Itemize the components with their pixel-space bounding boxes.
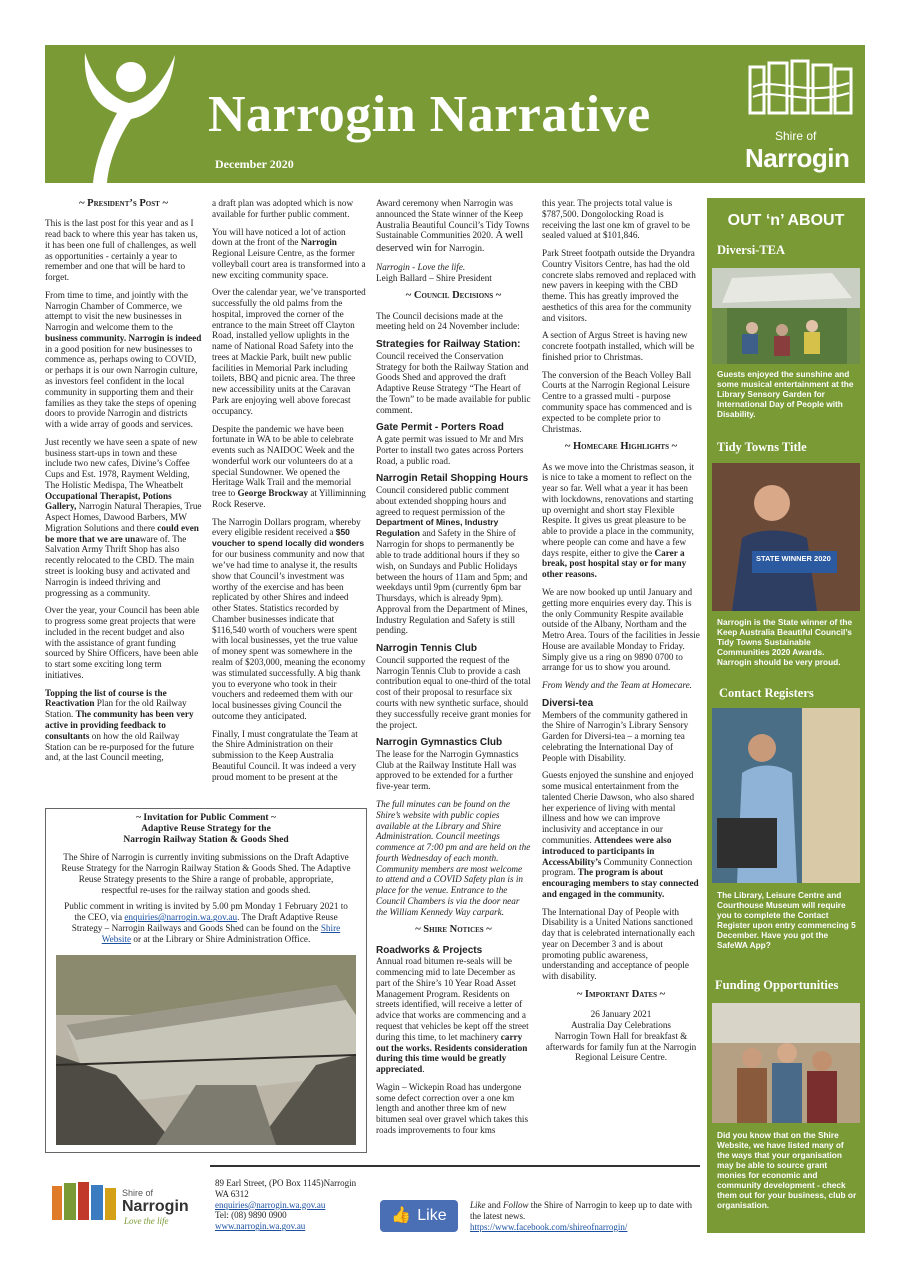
column-presidents-post-cont	[212, 198, 367, 789]
paragraph: Topping the list of course is the Reactivation Plan for the old Railway Station. The community has been very active in providing feedback to consultants on how the old Railway Station can be re-purposed for the future and, at the last Council meeting,	[45, 687, 194, 763]
subheading: Strategies for Railway Station:	[376, 339, 521, 351]
footer-divider	[210, 1165, 700, 1167]
signature: Narrogin - Love the life. Leigh Ballard – Shire President	[376, 261, 492, 283]
column-presidents-post	[45, 198, 202, 770]
subheading: Gate Permit - Porters Road	[376, 422, 504, 434]
funding-opportunities-photo	[712, 1003, 860, 1123]
shire-logo-line1: Shire of	[775, 129, 817, 143]
invitation-box	[45, 808, 367, 1153]
facebook-like-button[interactable]: 👍 Like	[380, 1200, 458, 1232]
column-homecare	[542, 198, 700, 1063]
shire-logo-line2: Narrogin	[745, 143, 850, 173]
paragraph: Wagin – Wickepin Road has undergone some defect correction over a one km length and another three km of new bitumen seal over gravel which takes this roads improvements to four kms	[376, 1081, 529, 1135]
paragraph: Despite the pandemic we have been fortunate in WA to be able to celebrate events such as NAIDOC Week and the wonderful work our volunteers do at a special Sundowner. We opened the Heritage Walk Trail and the memorial tree to George Brockway at Yilliminning Rock Reserve.	[212, 423, 366, 509]
section-heading-council-decisions: ~ Council Decisions ~	[405, 290, 502, 302]
tidy-towns-photo	[712, 463, 860, 611]
important-date-entry: 26 January 2021 Australia Day Celebrations Narrogin Town Hall for breakfast & afterwards for family fun at the Narrogin Regional Leisure Centre.	[545, 1009, 697, 1063]
footer-logo-line1: Shire of	[122, 1188, 154, 1198]
paragraph: Guests enjoyed the sunshine and enjoyed some musical entertainment from the talented Cherie Dawson, who also shared her experience of living with mental illness and how we can improve inclusivity and acceptance in our communities. Attendees were also introduced to participants in AccessAbility’s Community Connection program. The program is about encouraging members to stay connected and engaged in the community.	[542, 770, 699, 899]
sidebar-heading-contact-registers: Contact Registers	[719, 686, 814, 700]
paragraph: As we move into the Christmas season, it is nice to take a moment to reflect on the year so far. Well what a year it has been with lockdowns, renovations and starting up overnight and short stay Flexible Respite. It gives us great pleasure to be able to provide a place in the community, where people can come and have a few days respite, either to give the Carer a break, post hospital stay or for many other reasons.	[542, 461, 695, 580]
railway-station-photo	[56, 955, 356, 1145]
shire-website-link[interactable]: Shire Website	[101, 922, 341, 944]
issue-date: December 2020	[215, 157, 294, 171]
subheading: Narrogin Tennis Club	[376, 643, 477, 655]
paragraph: Park Street footpath outside the Dryandra Country Visitors Centre, has had the old concrete slabs removed and replaced with new pavers in keeping with the CBD theme. This has greatly improved the aesthetics of this area for the community and visitors.	[542, 248, 696, 323]
sidebar-caption-funding: Did you know that on the Shire Website, we have listed many of the ways that your organisation may be able to source grant monies for economic and community development - check them out for your business, club or organisation.	[717, 1130, 857, 1210]
footer-website-link[interactable]: www.narrogin.wa.gov.au	[215, 1221, 306, 1232]
shire-logo	[745, 57, 860, 177]
section-heading-presidents-post: ~ President’s Post ~	[79, 198, 168, 209]
paragraph: The International Day of People with Disability is a United Nations sanctioned day that is celebrated internationally each year on December 3 and is about promoting public awareness, understanding and acceptance of people with disability.	[542, 906, 695, 982]
sidebar-caption-tidy-towns: Narrogin is the State winner of the Keep Australia Beautiful Council’s Tidy Towns Sustainable Communities 2020 Awards. Narrogin should be very proud.	[717, 617, 853, 667]
footer-address: 89 Earl Street, (PO Box 1145)Narrogin WA 6312 enquiries@narrogin.wa.gov.au Tel: (08) 9890 0900 www.narrogin.wa.gov.au	[215, 1178, 357, 1232]
footer-logo-tagline: Love the life	[124, 1216, 169, 1226]
paragraph: The conversion of the Beach Volley Ball Courts at the Narrogin Regional Leisure Centre to a grassed multi - purpose community space has commenced and is expected to be complete prior to Christmas.	[542, 369, 692, 434]
paragraph: Council received the Conservation Strategy for both the Railway Station and Goods Shed and approved the draft Adaptive Reuse Strategy “The Heart of the Town” to be made available for public comment.	[376, 350, 531, 415]
footer-shire-logo	[50, 1180, 200, 1230]
paragraph: The full minutes can be found on the Shire’s website with public copies available at the Library and Shire Administration. Council meetings commence at 7:00 pm and are held on the fourth Wednesday of each month. Community members are most welcome to attend and a COVID Safety plan is in place for the venue. Entrance to the Council Chambers is via the door near the William Kennedy Way carpark.	[376, 799, 531, 917]
paragraph: The lease for the Narrogin Gymnastics Club at the Railway Institute Hall was approved to be extended for a further five-year term.	[376, 748, 519, 792]
paragraph: Over the calendar year, we’ve transported successfully the old palms from the hospital, improved the corner of the entrance to the main Street off Clayton Road, installed yellow uplights in the name of National Road Safety into the trees at Mackie Park, built new public facilities in Memorial Park including toilets, BBQ and picnic area. The three new accessibility units at the Caravan Park are enjoying well above forecast occupancy.	[212, 287, 366, 416]
invitation-heading: ~ Invitation for Public Comment ~ Adaptive Reuse Strategy for the Narrogin Railway Station & Goods Shed	[123, 813, 289, 846]
paragraph: From time to time, and jointly with the Narrogin Chamber of Commerce, we attempt to visit the new businesses in Narrogin and welcome them to the business community. Narrogin is indeed in a good position for new businesses to commence as, perhaps owing to COVID, or perhaps it is our own Narrogin culture, as investors feel confident in the local community in supporting them and their families as they take the steps of opening doors to provide Narrogin and districts with a wide array of goods and services.	[45, 289, 202, 430]
newsletter-title: Narrogin Narrative	[208, 86, 651, 143]
sidebar-title: OUT ‘n’ ABOUT	[727, 212, 845, 229]
section-heading-important-dates: ~ Important Dates ~	[576, 988, 666, 1000]
footer-email-link[interactable]: enquiries@narrogin.wa.gov.au	[215, 1199, 326, 1210]
contact-registers-photo	[712, 708, 860, 883]
sidebar-caption-contact-registers: The Library, Leisure Centre and Courthouse Museum will require you to complete the Contact Register upon entry commencing 5 December. Have you got the SafeWA App?	[717, 890, 856, 950]
paragraph: Annual road bitumen re-seals will be commencing mid to late December as part of the Shire’s 10 Year Road Asset Management Program. Residents on streets identified, will receive a letter of advice that works are commencing and a request that vehicles be kept off the street during this time, to let machinery carry out the works. Residents consideration during this time would be greatly appreciated.	[376, 956, 529, 1075]
sidebar-out-n-about	[707, 198, 865, 1233]
paragraph: Award ceremony when Narrogin was announced the State winner of the Keep Australia Beautiful Council’s Tidy Towns Sustainable Communities 2020. A well deserved win for Narrogin.	[376, 198, 530, 254]
sidebar-heading-funding: Funding Opportunities	[715, 978, 839, 992]
sidebar-caption-diversi-tea: Guests enjoyed the sunshine and some musical entertainment at the Library Sensory Garden for International Day of People with Disability.	[717, 369, 854, 419]
facebook-link[interactable]: https://www.facebook.com/shireofnarrogin/	[470, 1221, 628, 1232]
shire-logo-icon	[745, 57, 860, 123]
paragraph: Council supported the request of the Narrogin Tennis Club to provide a cash contribution equal to one-third of the total cost of their proposal to resurface six courts with new synthetic surface, should they successfully receive grant monies for the project.	[376, 654, 531, 730]
sidebar-heading-tidy-towns: Tidy Towns Title	[717, 440, 807, 454]
paragraph: this year. The projects total value is $787,500. Dongolocking Road is receiving the last one km of gravel to be sealed valued at $101,846.	[542, 198, 690, 241]
sidebar-heading-diversi-tea: Diversi-TEA	[717, 243, 786, 257]
paragraph: a draft plan was adopted which is now available for further public comment.	[212, 198, 354, 219]
section-heading-homecare: ~ Homecare Highlights ~	[564, 441, 678, 453]
paragraph: Finally, I must congratulate the Team at the Shire Administration on their submission to the Keep Australia Beautiful Council. It was indeed a very proud moment to be present at the	[212, 728, 358, 782]
paragraph: The Narrogin Dollars program, whereby every eligible resident received a $50 voucher to spend locally did wonders for our business community and now that we’ve had time to analyse it, the results show that Council’s investment was worthy of the exercise and has been replicated by other Shires and indeed other States. Statistics recorded by Chamber businesses indicate that $116,540 worth of vouchers were spent with local businesses, yet the true value of money spent was somewhere in the realm of $203,000, meaning the economy was stimulated successfully. A big thank you to everyone who took in their vouchers and redeemed them with our local businesses giving Council the outcome they anticipated.	[212, 516, 366, 721]
paragraph: Just recently we have seen a spate of new business start-ups in town and these include two new cafes, Divine’s Coffee Cups and Est. 1978, Rayment Welding, The Holistic Medispa, The Wheatbelt Occupational Therapist, Potions Gallery, Narrogin Natural Therapies, True Aspect Homes, Dawood Barbers, MW Migration Solutions and there could even be more that we are unaware of. The Salvation Army Thrift Shop has also recently relocated to the CBD. The main street is looking busy and activated and Narrogin is indeed thriving and progressing as a community.	[45, 436, 202, 598]
paragraph: Council considered public comment about extended shopping hours and agreed to request permission of the Department of Mines, Industry Regulation and Safety in the Shire of Narrogin for shops to permanently be able to trade additional hours if they so wish, on Sundays and Public Holidays between the hours of 11am and 5pm; and weekdays until 9pm (currently 6pm bar Thursdays, which is already 9pm). Approval from the Department of Mines, Industry Regulation and Safety is still pending.	[376, 485, 528, 636]
masthead-banner	[45, 45, 865, 183]
subheading: Diversi-tea	[542, 697, 594, 709]
thumbs-up-icon: 👍	[391, 1206, 412, 1224]
facebook-follow-text: Like and Follow the Shire of Narrogin to keep up to date with the latest news. https://www.facebook.com/shireofnarrogin/	[470, 1200, 692, 1232]
footer-logo-icon	[50, 1180, 120, 1225]
footer-logo-line2: Narrogin	[122, 1198, 189, 1215]
paragraph: The Council decisions made at the meeting held on 24 November include:	[376, 310, 520, 332]
paragraph: We are now booked up until January and getting more enquiries every day. This is the only Community Respite available outside of the Albany, Northam and the Metro Area. Tours of the facilities in Jessie House are available Monday to Friday. Simply give us a ring on 9890 0700 to arrange for us to show you around.	[542, 587, 700, 673]
invitation-body: The Shire of Narrogin is currently inviting submissions on the Draft Adaptive Reuse Strategy for the Narrogin Railway Station & Goods Shed. The Adaptive Reuse Strategy presents to the Shire a range of probable, appropriate, respectful re-uses for the railway station and goods shed. Public comment in writing is invited by 5.00 pm Monday 1 February 2021 to the CEO, via enquiries@narrogin.wa.gov.au. The Draft Adaptive Reuse Strategy – Narrogin Railways and Goods Shed can be found on the Shire Website or at the Library or Shire Administration Office.	[61, 852, 351, 944]
paragraph: From Wendy and the Team at Homecare.	[542, 680, 692, 691]
paragraph: Members of the community gathered in the Shire of Narrogin’s Library Sensory Garden for Diversi-tea – a morning tea celebrating the International Day of People with Disability.	[542, 709, 689, 763]
paragraph: Over the year, your Council has been able to progress some great projects that were included in the recent budget and also with the assistance of grant funding sourced by Shire Officers, have been able to start some exciting long term initiatives.	[45, 605, 200, 680]
column-council-decisions	[376, 198, 531, 1143]
paragraph: A section of Argus Street is having new concrete footpath installed, which will be finished prior to Christmas.	[542, 330, 695, 362]
subheading: Roadworks & Projects	[376, 944, 483, 956]
diversi-tea-photo	[712, 268, 860, 364]
email-link[interactable]: enquiries@narrogin.wa.gov.au	[124, 912, 238, 923]
subheading: Narrogin Gymnastics Club	[376, 737, 503, 749]
state-winner-sign: STATE WINNER 2020	[756, 554, 831, 563]
paragraph: This is the last post for this year and as I read back to where this year has taken us, it has been one full of challenges, as well as opportunities - certainly a year to remember and one that will be hard to forget.	[45, 218, 198, 283]
tidy-towns-photo-art	[712, 463, 860, 611]
person-logo-icon	[45, 45, 205, 183]
section-heading-shire-notices: ~ Shire Notices ~	[415, 924, 492, 936]
paragraph: A gate permit was issued to Mr and Mrs Porter to install two gates across Porters Road, a public road.	[376, 434, 524, 466]
subheading: Narrogin Retail Shopping Hours	[376, 473, 529, 485]
paragraph: You will have noticed a lot of action down at the front of the Narrogin Regional Leisure Centre, as the former volleyball court area is transformed into a new exciting community space.	[212, 226, 366, 280]
